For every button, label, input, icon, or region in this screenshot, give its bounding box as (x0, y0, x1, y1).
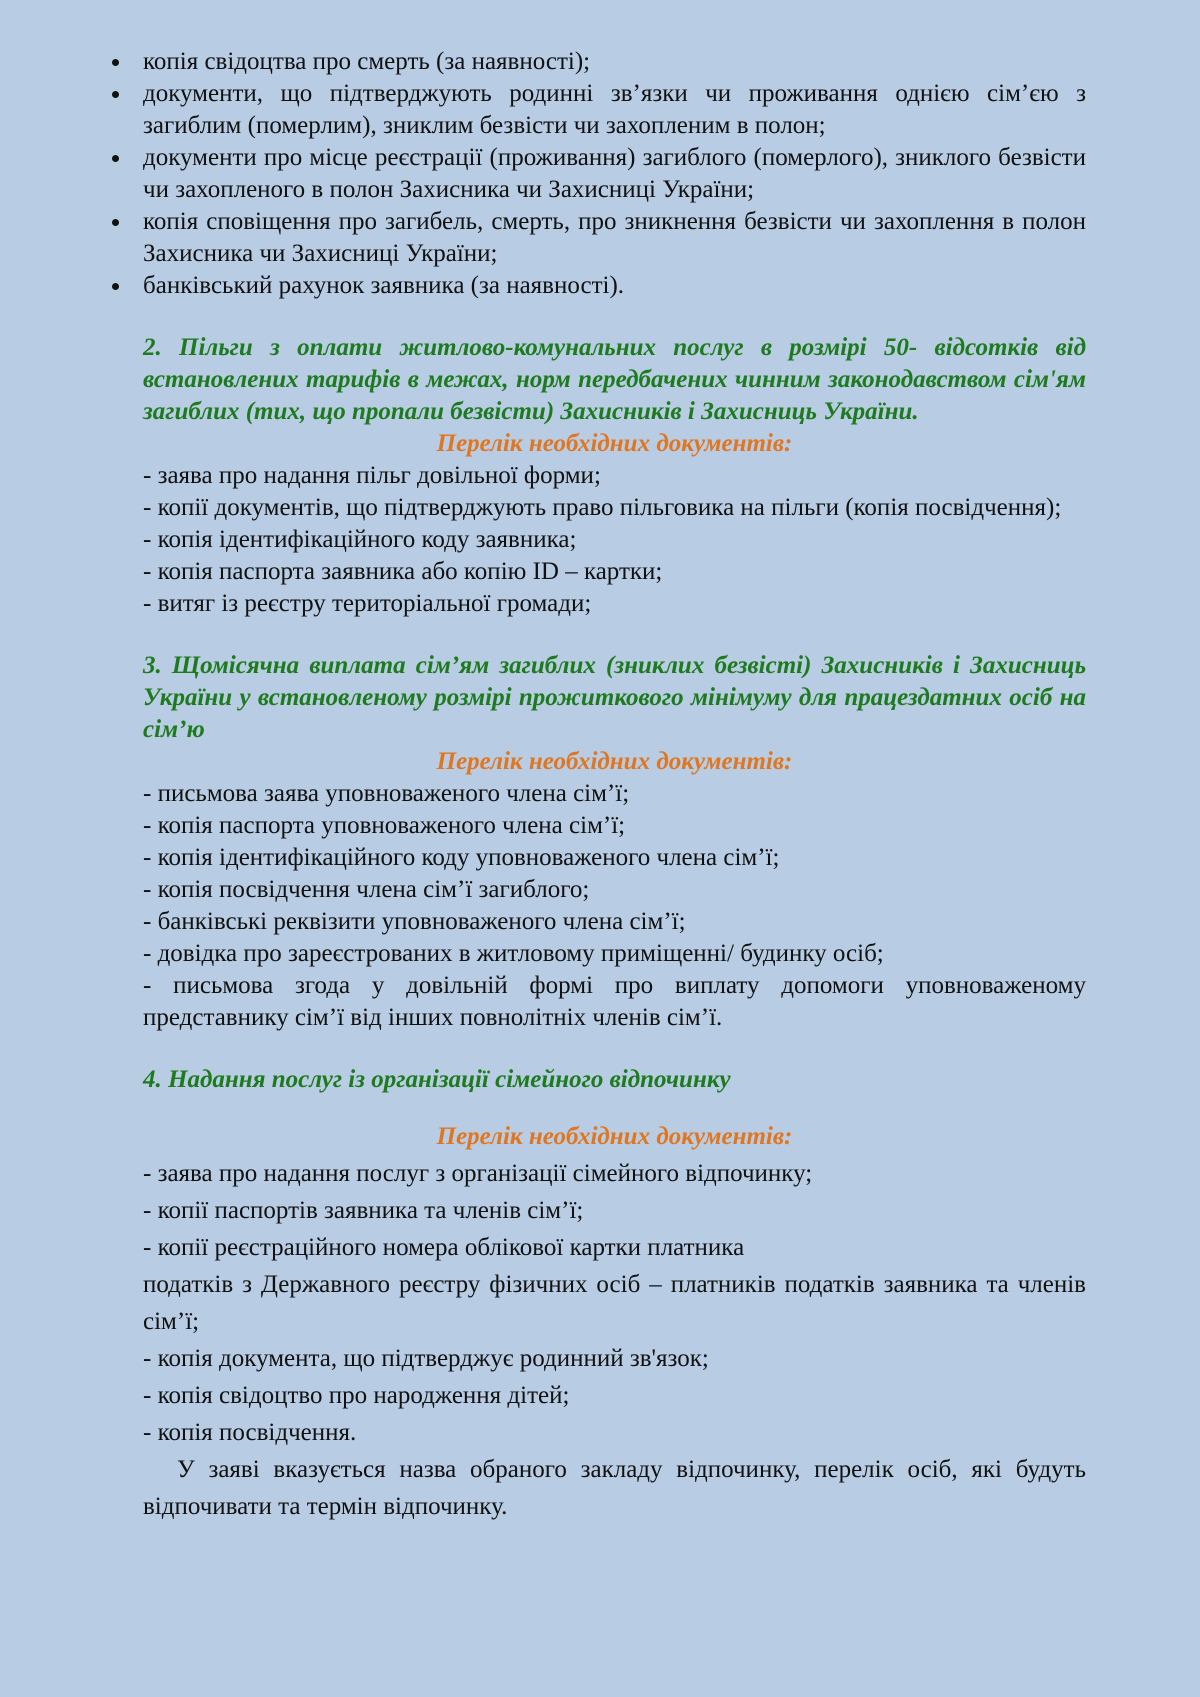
section-3-docs-heading: Перелік необхідних документів: (436, 748, 793, 775)
list-item: - довідка про зареєстрованих в житловому приміщенні/ будинку осіб; (143, 940, 884, 967)
list-item: - копія паспорта уповноваженого члена сім’ї; (143, 812, 626, 839)
intro-bullet-list (143, 46, 1086, 302)
bullet-item: копія свідоцтва про смерть (за наявності); (143, 46, 1086, 78)
list-item: - письмова заява уповноваженого члена сім’ї; (143, 780, 630, 807)
list-item: - витяг із реєстру територіальної громади; (143, 590, 592, 617)
bullet-item: документи, що підтверджують родинні зв’язки чи проживання однією сім’єю з загиблим (померлим), зниклим безвісти чи захопленим в полон; (143, 78, 1086, 142)
bullet-item: копія сповіщення про загибель, смерть, про зникнення безвісти чи захоплення в полон Захисника чи Захисниці України; (143, 206, 1086, 270)
list-item: - банківські реквізити уповноваженого члена сім’ї; (143, 908, 686, 935)
bullet-item: банківський рахунок заявника (за наявності). (143, 270, 1086, 302)
list-item: - копія ідентифікаційного коду заявника; (143, 526, 577, 553)
section-4 (143, 1064, 1086, 1525)
bullet-item: документи про місце реєстрації (проживання) загиблого (померлого), зниклого безвісти чи захопленого в полон Захисника чи Захисниці України; (143, 142, 1086, 206)
list-item: - заява про надання пільг довільної форми; (143, 462, 601, 489)
section-3-title: 3. Щомісячна виплата сім’ям загиблих (зниклих безвісті) Захисників і Захисниць України у встановленому розмірі прожиткового мінімуму для працездатних осіб на сім’ю (143, 652, 1086, 743)
list-item: - копії реєстраційного номера облікової картки платника (143, 1234, 745, 1261)
section-4-note: У заяві вказується назва обраного закладу відпочинку, перелік осіб, які будуть відпочивати та термін відпочинку. (143, 1456, 1086, 1520)
bullet-dot-icon (112, 283, 119, 290)
section-4-title: 4. Надання послуг із організації сімейного відпочинку (143, 1066, 731, 1093)
section-4-docs-heading: Перелік необхідних документів: (436, 1123, 793, 1150)
section-2 (143, 332, 1086, 620)
list-item: - копія посвідчення. (143, 1419, 357, 1446)
list-item: - копія свідоцтво про народження дітей; (143, 1382, 570, 1409)
list-item: - копія посвідчення члена сім’ї загиблого; (143, 876, 590, 903)
section-3 (143, 650, 1086, 1034)
list-item: - копія ідентифікаційного коду уповноваженого члена сім’ї; (143, 844, 780, 871)
list-item: - копії документів, що підтверджують право пільговика на пільги (копія посвідчення); (143, 494, 1062, 521)
section-2-docs-heading: Перелік необхідних документів: (436, 430, 793, 457)
section-2-title: 2. Пільги з оплати житлово-комунальних послуг в розмірі 50- відсотків від встановлених тарифів в межах, норм передбачених чинним законодавством сім'ям загиблих (тих, що пропали безвісти) Захисників і Захисниць України. (143, 334, 1086, 425)
bullet-dot-icon (112, 219, 119, 226)
list-item: - письмова згода у довільній формі про виплату допомоги уповноваженому представнику сім’ї від інших повнолітніх членів сім’ї. (143, 972, 1086, 1031)
bullet-dot-icon (112, 59, 119, 66)
document-page (143, 46, 1086, 1525)
list-item: - копії паспортів заявника та членів сім’ї; (143, 1197, 584, 1224)
list-item: - заява про надання послуг з організації сімейного відпочинку; (143, 1160, 813, 1187)
bullet-dot-icon (112, 155, 119, 162)
list-item: - копія документа, що підтверджує родинний зв'язок; (143, 1345, 709, 1372)
bullet-dot-icon (112, 91, 119, 98)
list-item: податків з Державного реєстру фізичних осіб – платників податків заявника та членів сім’ї; (143, 1271, 1086, 1335)
list-item: - копія паспорта заявника або копію ID – картки; (143, 558, 663, 585)
